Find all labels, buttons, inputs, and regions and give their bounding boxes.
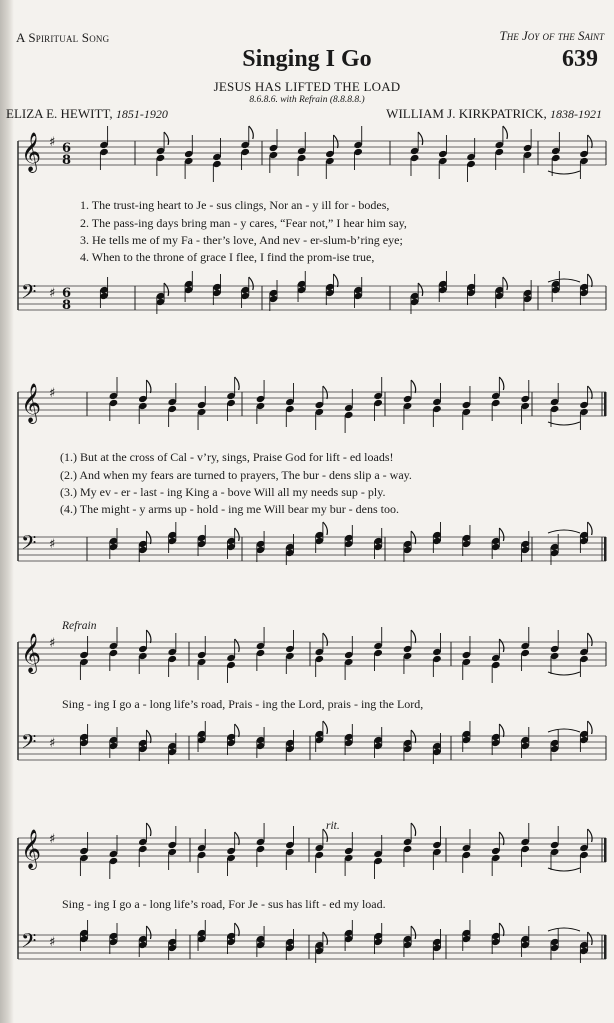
treble-clef: 𝄞 — [21, 829, 42, 869]
key-signature-sharp: ♯ — [49, 135, 56, 150]
key-signature-sharp: ♯ — [49, 736, 56, 751]
key-signature-sharp: ♯ — [49, 286, 56, 301]
note-flag — [164, 283, 169, 296]
note-flag — [588, 386, 593, 399]
note-flag — [146, 730, 151, 743]
note-flag — [588, 274, 593, 287]
note-flag — [164, 132, 169, 145]
running-head: The Joy of the Saint — [499, 28, 604, 43]
note-flag — [588, 135, 593, 148]
note-flag — [323, 386, 328, 399]
tie — [548, 868, 580, 871]
note-flag — [235, 724, 240, 737]
treble-clef: 𝄞 — [21, 633, 42, 673]
note-flag — [418, 132, 423, 145]
note-flag — [499, 377, 504, 390]
bass-clef: 𝄢 — [21, 730, 37, 758]
treble-clef: 𝄞 — [21, 383, 42, 423]
tie — [548, 928, 580, 931]
note-flag — [411, 926, 416, 939]
tie — [548, 672, 580, 675]
note-flag — [499, 832, 504, 845]
note-flag — [418, 283, 423, 296]
time-signature-bottom: 8 — [62, 153, 72, 168]
verse-line-2a: 2. The pass-ing days bring man - y cares, “Fear not,” I hear him say, — [80, 216, 407, 230]
author-dates: 1851-1920 — [115, 107, 168, 121]
key-signature-sharp: ♯ — [49, 537, 56, 552]
note-flag — [235, 923, 240, 936]
key-signature-sharp: ♯ — [49, 386, 56, 401]
note-flag — [411, 531, 416, 544]
note-flag — [499, 923, 504, 936]
note-flag — [588, 721, 593, 734]
time-signature-bottom: 8 — [62, 298, 72, 313]
note-flag — [411, 630, 416, 643]
tie — [548, 530, 580, 533]
tie — [548, 171, 580, 174]
bass-clef: 𝄢 — [21, 280, 37, 308]
note-flag — [411, 823, 416, 836]
key-signature-sharp: ♯ — [49, 832, 56, 847]
note-flag — [499, 724, 504, 737]
final-barline — [604, 392, 607, 416]
note-flag — [411, 380, 416, 393]
tie — [548, 729, 580, 732]
composer-name: WILLIAM J. KIRKPATRICK, — [386, 106, 547, 121]
note-flag — [235, 377, 240, 390]
hymn-subtitle: JESUS HAS LIFTED THE LOAD — [213, 79, 401, 94]
final-barline — [604, 838, 607, 862]
note-flag — [411, 730, 416, 743]
tie — [548, 279, 580, 282]
note-flag — [146, 531, 151, 544]
note-flag — [333, 274, 338, 287]
note-flag — [323, 932, 328, 945]
bass-clef: 𝄢 — [21, 531, 37, 559]
note-flag — [146, 380, 151, 393]
note-flag — [249, 126, 253, 139]
verse-line-2b: (2.) And when my fears are turned to prayers, The bur - dens slip a - way. — [60, 468, 412, 482]
time-signature-top: 6 — [62, 286, 72, 301]
note-flag — [588, 522, 593, 535]
treble-clef: 𝄞 — [21, 132, 42, 172]
composer-dates: 1838-1921 — [550, 107, 602, 121]
note-flag — [235, 639, 240, 652]
note-flag — [249, 277, 253, 290]
note-flag — [146, 926, 151, 939]
author-name: ELIZA E. HEWITT, — [6, 106, 113, 121]
key-signature-sharp: ♯ — [49, 636, 56, 651]
note-flag — [146, 823, 151, 836]
hymn-title: Singing I Go — [242, 46, 372, 72]
final-barline — [604, 537, 607, 561]
verse-line-3a: 3. He tells me of my Fa - ther’s love, And nev - er-slum-b’ring eye; — [80, 233, 403, 247]
note-flag — [588, 932, 593, 945]
note-flag — [323, 721, 328, 734]
note-flag — [499, 639, 504, 652]
verse-line-1a: 1. The trust-ing heart to Je - sus clings, Nor an - y ill for - bodes, — [80, 198, 390, 212]
verse-line-4a: 4. When to the throne of grace I flee, I find the prom-ise true, — [80, 250, 375, 264]
time-signature-top: 6 — [62, 141, 72, 156]
tempo-marking: rit. — [326, 820, 340, 832]
verse-line-4b: (4.) The might - y arms up - hold - ing me Will bear my bur - dens too. — [60, 502, 400, 516]
note-flag — [235, 528, 240, 541]
note-flag — [235, 832, 240, 845]
verse-line-1b: (1.) But at the cross of Cal - v’ry, sings, Praise God for lift - ed loads! — [60, 450, 394, 464]
hymn-number: 639 — [562, 46, 598, 72]
note-flag — [588, 633, 593, 646]
refrain-lyric-2: Sing - ing I go a - long life’s road, For Je - sus has lift - ed my load. — [62, 897, 386, 911]
refrain-label: Refrain — [62, 620, 97, 632]
note-flag — [503, 126, 508, 139]
bass-clef: 𝄢 — [21, 929, 37, 957]
note-flag — [503, 277, 508, 290]
verse-line-3b: (3.) My ev - er - last - ing King a - bove Will all my needs sup - ply. — [60, 485, 386, 499]
refrain-lyric-1: Sing - ing I go a - long life’s road, Prais - ing the Lord, prais - ing the Lord, — [62, 697, 424, 711]
note-flag — [323, 633, 328, 646]
note-flag — [146, 630, 151, 643]
note-flag — [333, 135, 338, 148]
tie — [548, 422, 580, 425]
meter-line: 8.6.8.6. with Refrain (8.8.8.8.) — [249, 95, 365, 105]
note-flag — [499, 528, 504, 541]
final-barline — [604, 935, 607, 959]
key-signature-sharp: ♯ — [49, 935, 56, 950]
section-heading: A Spiritual Song — [16, 30, 110, 45]
note-flag — [588, 829, 593, 842]
note-flag — [323, 522, 328, 535]
